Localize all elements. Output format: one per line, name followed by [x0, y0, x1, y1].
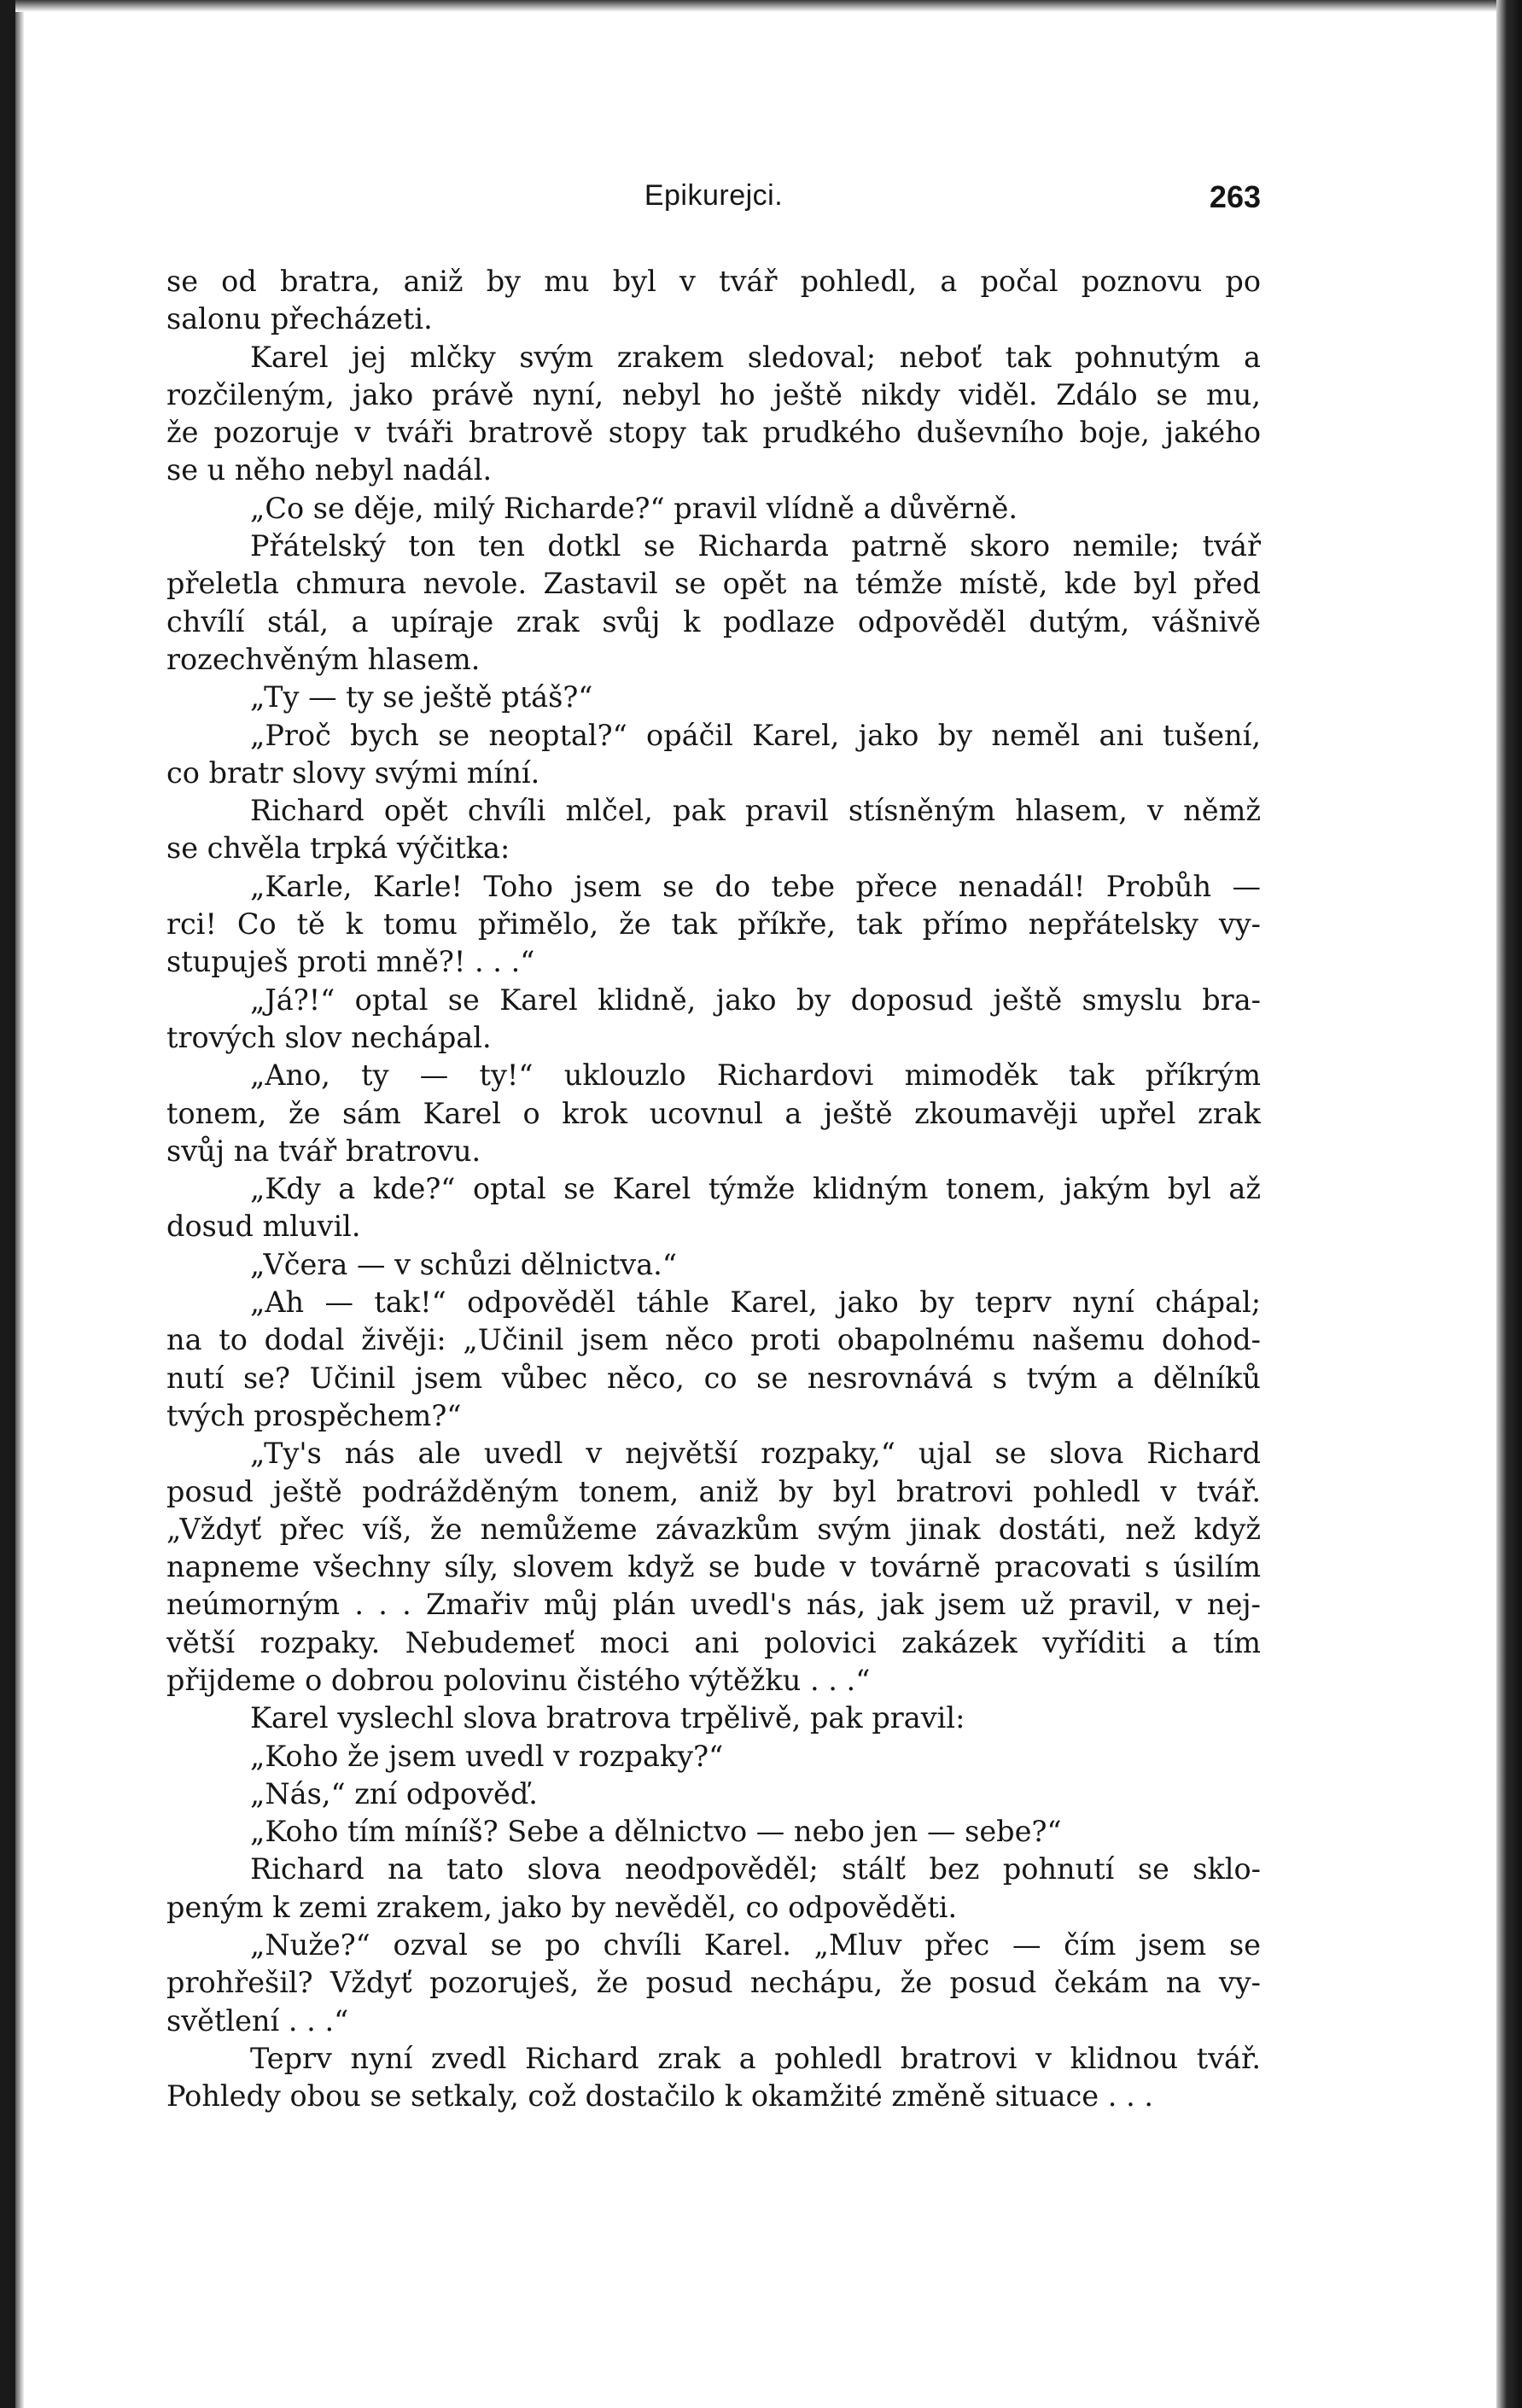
text-line: na to dodal živěji: „Učinil jsem něco proti obapolnému našemu dohod-	[166, 1323, 1261, 1357]
text-line: Pohledy obou se setkaly, což dostačilo k okamžité změně situace . . .	[166, 2079, 1154, 2114]
text-line: „Koho tím míníš? Sebe a dělnictvo — nebo jen — sebe?“	[250, 1815, 1062, 1849]
scan-border-top	[15, 0, 1496, 12]
scan-border-left	[0, 0, 15, 2408]
text-line: peným k zemi zrakem, jako by nevěděl, co odpověděti.	[166, 1890, 958, 1924]
text-line: svůj na tvář bratrovu.	[166, 1134, 481, 1168]
body-text	[166, 263, 1261, 2116]
text-line: salonu přecházeti.	[166, 302, 433, 336]
text-line: „Ty — ty se ještě ptáš?“	[250, 680, 593, 714]
text-line: se od bratra, aniž by mu byl v tvář pohledl, a počal poznovu po	[166, 265, 1261, 298]
text-line: trových slov nechápal.	[166, 1020, 492, 1054]
text-line: se chvěla trpká výčitka:	[166, 831, 510, 866]
text-line: „Ty's nás ale uvedl v největší rozpaky,“ ujal se slova Richard	[250, 1437, 1261, 1471]
text-line: Přátelský ton ten dotkl se Richarda patrně skoro nemile; tvář	[250, 529, 1261, 563]
text-line: „Včera — v schůzi dělnictva.“	[250, 1247, 677, 1281]
text-line: dosud mluvil.	[166, 1210, 361, 1244]
text-line: Richard na tato slova neodpověděl; stálť bez pohnutí se sklo-	[250, 1852, 1261, 1886]
text-line: napneme všechny síly, slovem když se bude v továrně pracovati s úsilím	[166, 1550, 1261, 1584]
text-line: tonem, že sám Karel o krok ucovnul a ještě zkoumavěji upřel zrak	[166, 1096, 1261, 1130]
scan-border-right	[1496, 0, 1522, 2408]
text-line: „Co se děje, milý Richarde?“ pravil vlídně a důvěrně.	[250, 491, 1018, 525]
text-line: že pozoruje v tváři bratrově stopy tak prudkého duševního boje, jakého	[166, 416, 1261, 450]
text-line: „Ano, ty — ty!“ uklouzlo Richardovi mimoděk tak příkrým	[250, 1058, 1261, 1093]
text-line: přijdeme o dobrou polovinu čistého výtěžku . . .“	[166, 1663, 871, 1697]
text-line: posud ještě podrážděným tonem, aniž by byl bratrovi pohledl v tvář.	[166, 1474, 1261, 1508]
text-line: co bratr slovy svými míní.	[166, 755, 540, 790]
book-page	[166, 179, 1261, 2116]
text-line: Richard opět chvíli mlčel, pak pravil stísněným hlasem, v němž	[250, 794, 1261, 828]
text-line: neúmorným . . . Zmařiv můj plán uvedl's nás, jak jsem už pravil, v nej-	[166, 1588, 1261, 1622]
text-line: se u něho nebyl nadál.	[166, 453, 493, 487]
text-line: „Ah — tak!“ odpověděl táhle Karel, jako by teprv nyní chápal;	[250, 1286, 1261, 1320]
page-number: 263	[1209, 179, 1261, 214]
text-line: Karel jej mlčky svým zrakem sledoval; neboť tak pohnutým a	[250, 340, 1261, 374]
text-line: „Karle, Karle! Toho jsem se do tebe přece nenadál! Probůh —	[250, 869, 1261, 903]
scan-shadow-left	[15, 0, 24, 2408]
text-line: chvílí stál, a upíraje zrak svůj k podlaze odpověděl dutým, vášnivě	[166, 604, 1261, 638]
text-line: „Nuže?“ ozval se po chvíli Karel. „Mluv přec — čím jsem se	[250, 1928, 1261, 1962]
text-line: Teprv nyní zvedl Richard zrak a pohledl bratrovi v klidnou tvář.	[250, 2041, 1261, 2075]
running-title: Epikurejci.	[644, 179, 784, 212]
text-line: světlení . . .“	[166, 2003, 349, 2038]
text-line: Karel vyslechl slova bratrova trpělivě, pak pravil:	[250, 1701, 965, 1735]
text-line: „Kdy a kde?“ optal se Karel týmže klidným tonem, jakým byl až	[250, 1172, 1261, 1206]
text-line: rozechvěným hlasem.	[166, 642, 481, 676]
text-line: větší rozpaky. Nebudemeť moci ani polovici zakázek vyříditi a tím	[166, 1625, 1261, 1659]
text-line: stupuješ proti mně?! . . .“	[166, 945, 535, 979]
text-line: „Proč bych se neoptal?“ opáčil Karel, jako by neměl ani tušení,	[250, 718, 1261, 752]
text-line: tvých prospěchem?“	[166, 1398, 462, 1432]
text-line: „Já?!“ optal se Karel klidně, jako by doposud ještě smyslu bra-	[250, 982, 1261, 1017]
text-line: prohřešil? Vždyť pozoruješ, že posud nechápu, že posud čekám na vy-	[166, 1966, 1261, 2000]
text-line: rci! Co tě k tomu přimělo, že tak příkře, tak přímo nepřátelsky vy-	[166, 907, 1261, 942]
text-line: „Vždyť přec víš, že nemůžeme závazkům svým jinak dostáti, než když	[166, 1512, 1261, 1546]
page-header	[166, 179, 1261, 222]
text-line: „Koho že jsem uvedl v rozpaky?“	[250, 1739, 724, 1773]
text-line: nutí se? Učinil jsem vůbec něco, co se nesrovnává s tvým a dělníků	[166, 1361, 1261, 1395]
text-line: rozčileným, jako právě nyní, nebyl ho ještě nikdy viděl. Zdálo se mu,	[166, 377, 1261, 411]
text-line: přeletla chmura nevole. Zastavil se opět na témže místě, kde byl před	[166, 567, 1261, 601]
text-line: „Nás,“ zní odpověď.	[250, 1776, 538, 1810]
